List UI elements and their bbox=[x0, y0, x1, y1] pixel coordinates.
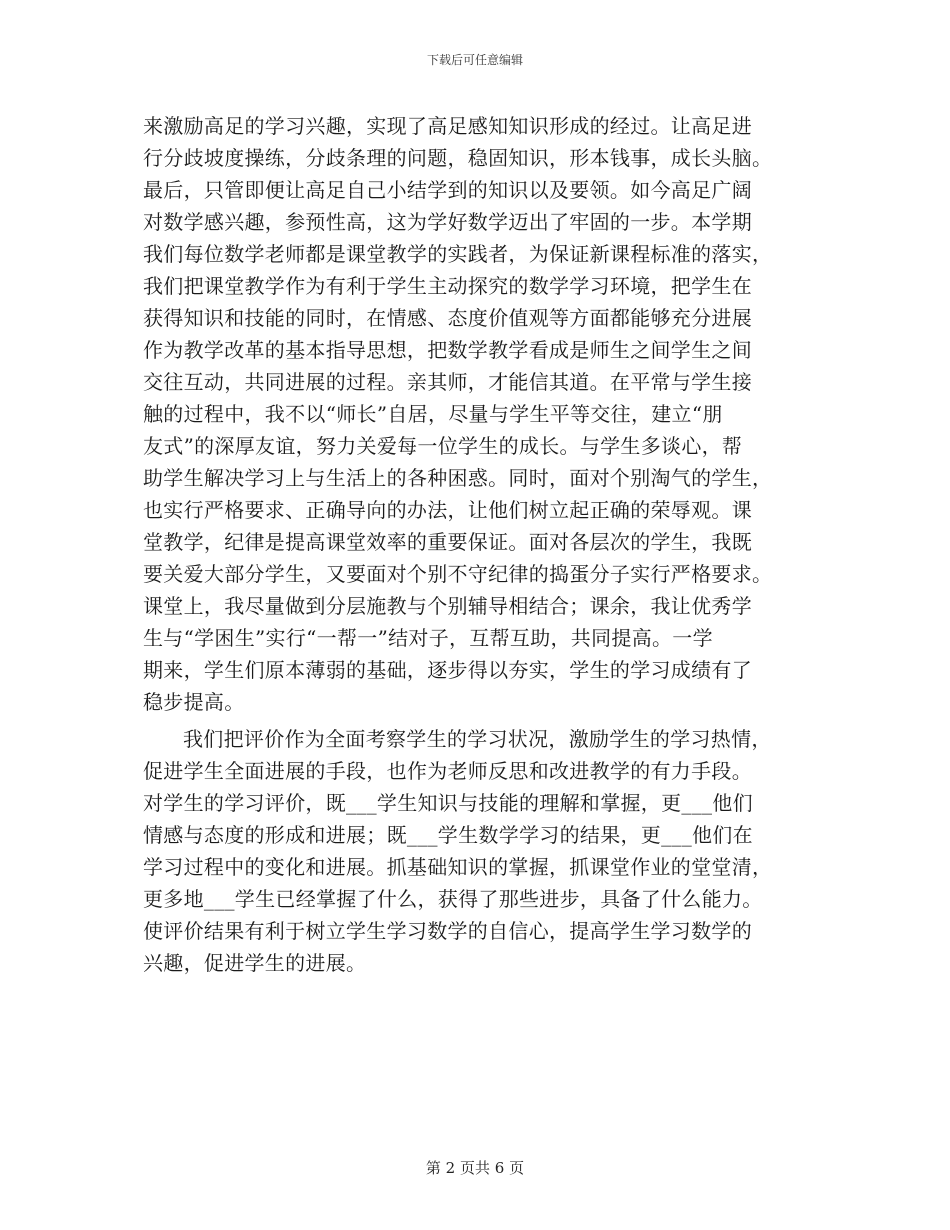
text-line: 课堂上，我尽量做到分层施教与个别辅导相结合；课余，我让优秀学 bbox=[143, 594, 752, 618]
text-line: 学习过程中的变化和进展。抓基础知识的掌握，抓课堂作业的堂堂清， bbox=[143, 855, 773, 879]
text-line: 获得知识和技能的同时，在情感、态度价值观等方面都能够充分进展 bbox=[143, 306, 752, 330]
text-line: 我们每位数学老师都是课堂教学的实践者，为保证新课程标准的落实， bbox=[143, 242, 773, 266]
text-line: 也实行严格要求、正确导向的办法，让他们树立起正确的荣辱观。课 bbox=[143, 498, 752, 522]
text-line: 我们把课堂教学作为有利于学生主动探究的数学学习环境，把学生在 bbox=[143, 274, 752, 298]
text-line: 友式”的深厚友谊，努力关爱每一位学生的成长。与学生多谈心，帮 bbox=[143, 434, 743, 458]
page-header: 下载后可任意编辑 bbox=[426, 53, 523, 67]
text-line: 情感与态度的形成和进展；既___学生数学学习的结果，更___他们在 bbox=[143, 823, 753, 847]
text-line: 生与“学困生”实行“一帮一”结对子，互帮互助，共同提高。一学 bbox=[143, 626, 713, 650]
text-line: 堂教学，纪律是提高课堂效率的重要保证。面对各层次的学生，我既 bbox=[143, 530, 752, 554]
text-line: 来激励高足的学习兴趣，实现了高足感知知识形成的经过。让高足进 bbox=[143, 114, 752, 138]
paragraph bbox=[143, 110, 823, 718]
text-line: 行分歧坡度操练，分歧条理的问题，稳固知识，形本钱事，成长头脑。 bbox=[143, 146, 773, 170]
text-line: 助学生解决学习上与生活上的各种困惑。同时，面对个别淘气的学生， bbox=[143, 466, 773, 490]
page-footer: 第 2 页共 6 页 bbox=[425, 1159, 525, 1177]
text-line: 最后，只管即便让高足自己小结学到的知识以及要领。如今高足广阔 bbox=[143, 178, 752, 202]
text-line: 对数学感兴趣，参预性高，这为学好数学迈出了牢固的一步。本学期 bbox=[143, 210, 752, 234]
text-line: 我们把评价作为全面考察学生的学习状况，激励学生的学习热情， bbox=[183, 727, 772, 751]
text-line: 对学生的学习评价，既___学生知识与技能的理解和掌握，更___他们 bbox=[143, 791, 753, 815]
text-line: 作为教学改革的基本指导思想，把数学教学看成是师生之间学生之间 bbox=[143, 338, 752, 362]
text-line: 更多地___学生已经掌握了什么，获得了那些进步，具备了什么能力。 bbox=[143, 887, 763, 911]
text-line: 使评价结果有利于树立学生学习数学的自信心，提高学生学习数学的 bbox=[143, 919, 752, 943]
text-line: 促进学生全面进展的手段，也作为老师反思和改进教学的有力手段。 bbox=[143, 759, 752, 783]
text-line: 交往互动，共同进展的过程。亲其师，才能信其道。在平常与学生接 bbox=[143, 370, 752, 394]
text-line: 期来，学生们原本薄弱的基础，逐步得以夯实，学生的学习成绩有了 bbox=[143, 658, 752, 682]
text-line: 稳步提高。 bbox=[143, 690, 245, 714]
text-line: 触的过程中，我不以“师长”自居，尽量与学生平等交往，建立“朋 bbox=[143, 402, 723, 426]
text-line: 兴趣，促进学生的进展。 bbox=[143, 951, 367, 975]
body-text bbox=[143, 110, 823, 979]
text-line: 要关爱大部分学生，又要面对个别不守纪律的捣蛋分子实行严格要求。 bbox=[143, 562, 773, 586]
paragraph bbox=[143, 723, 823, 979]
